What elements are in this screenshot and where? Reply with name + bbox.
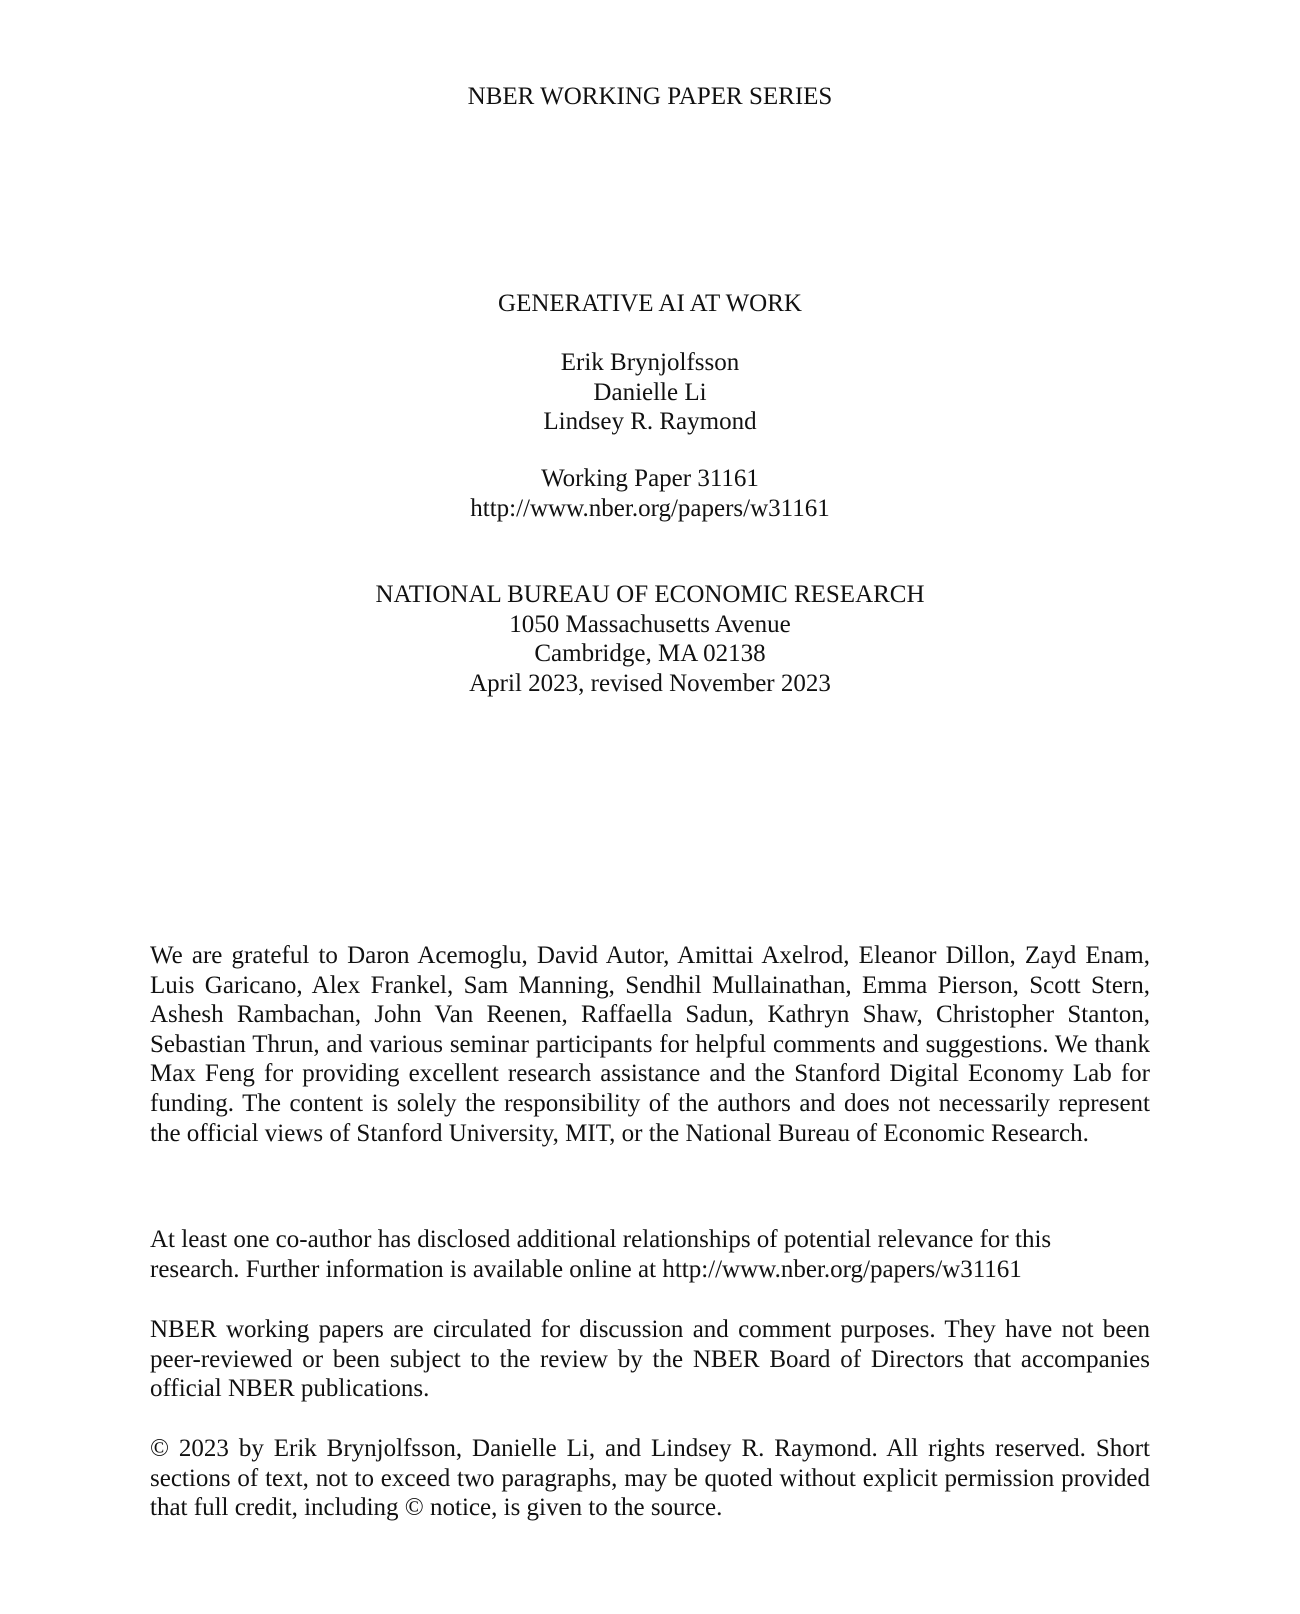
series-label: NBER WORKING PAPER SERIES	[467, 83, 833, 110]
circulation-notice-paragraph: NBER working papers are circulated for discussion and comment purposes. They have not been peer-reviewed or been subject to the review by the NBER Board of Directors that accompanies official NBER publications.	[150, 1316, 1150, 1403]
working-paper-number: Working Paper 31161	[541, 465, 759, 492]
disclosure-line: At least one co-author has disclosed additional relationships of potential relevance for this	[150, 1226, 1052, 1253]
disclosure-line: research. Further information is available online at http://www.nber.org/papers/w31161	[150, 1255, 1022, 1283]
copyright-paragraph: © 2023 by Erik Brynjolfsson, Danielle Li, and Lindsey R. Raymond. All rights reserved. Short sections of text, not to exceed two paragraphs, may be quoted without explicit permission provided that full credit, including © notice, is given to the source.	[150, 1435, 1150, 1522]
working-paper-url[interactable]: http://www.nber.org/papers/w31161	[470, 494, 830, 522]
working-paper-info	[0, 464, 1300, 523]
acknowledgements-paragraph: We are grateful to Daron Acemoglu, David Autor, Amittai Axelrod, Eleanor Dillon, Zayd Enam, Luis Garicano, Alex Frankel, Sam Manning, Sendhil Mullainathan, Emma Pierson, Scott Stern, Ashesh Rambachan, John Van Reenen, Raffaella Sadun, Kathryn Shaw, Christopher Stanton, Sebastian Thrun, and various seminar participants for helpful comments and suggestions. We thank Max Feng for providing excellent research assistance and the Stanford Digital Economy Lab for funding. The content is solely the responsibility of the authors and does not necessarily represent the official views of Stanford University, MIT, or the National Bureau of Economic Research.	[150, 942, 1150, 1147]
institution-street: 1050 Massachusetts Avenue	[509, 610, 791, 638]
institution-block	[0, 580, 1300, 698]
date-original: April 2023,	[469, 669, 585, 697]
paper-title-block	[0, 289, 1300, 319]
series-heading	[0, 82, 1300, 112]
institution-city: Cambridge, MA 02138	[534, 640, 766, 667]
author-name: Danielle Li	[593, 378, 707, 406]
institution-name: NATIONAL BUREAU OF ECONOMIC RESEARCH	[375, 581, 925, 608]
publication-date	[0, 669, 1300, 699]
paper-title: GENERATIVE AI AT WORK	[498, 290, 802, 317]
author-list	[0, 348, 1300, 437]
author-name: Erik Brynjolfsson	[560, 349, 740, 376]
author-name: Lindsey R. Raymond	[543, 408, 757, 435]
date-revised: revised November 2023	[584, 669, 831, 697]
disclosure-paragraph	[150, 1225, 1150, 1284]
